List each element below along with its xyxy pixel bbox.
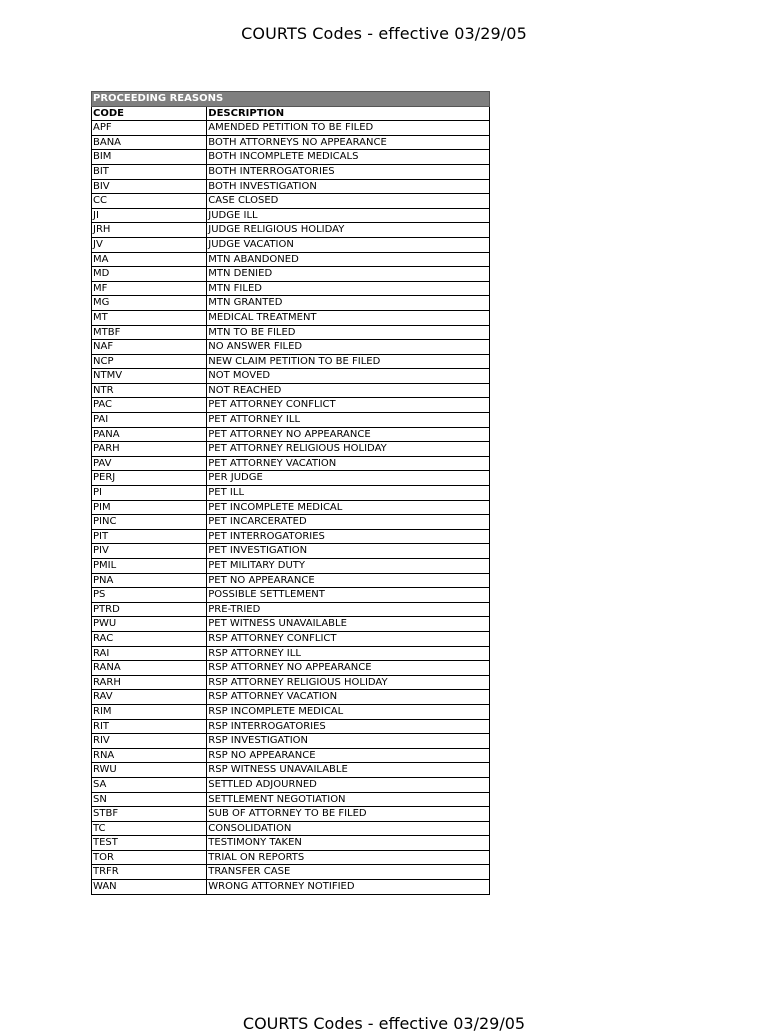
- code-column-header: CODE: [92, 106, 207, 121]
- table-row: [92, 427, 490, 442]
- code-cell: JRH: [92, 223, 207, 238]
- table-row: [92, 252, 490, 267]
- code-cell: BIV: [92, 179, 207, 194]
- table-row: [92, 281, 490, 296]
- code-cell: PNA: [92, 573, 207, 588]
- table-row: [92, 223, 490, 238]
- description-cell: PET ILL: [207, 486, 490, 501]
- code-cell: MF: [92, 281, 207, 296]
- description-column-header: DESCRIPTION: [207, 106, 490, 121]
- code-cell: SA: [92, 777, 207, 792]
- table-row: [92, 150, 490, 165]
- code-cell: RARH: [92, 675, 207, 690]
- table-row: [92, 296, 490, 311]
- table-row: [92, 602, 490, 617]
- code-cell: NTR: [92, 383, 207, 398]
- description-cell: PET MILITARY DUTY: [207, 559, 490, 574]
- description-cell: PET INCARCERATED: [207, 515, 490, 530]
- description-cell: NOT MOVED: [207, 369, 490, 384]
- description-cell: RSP ATTORNEY CONFLICT: [207, 631, 490, 646]
- table-row: [92, 164, 490, 179]
- description-cell: MTN ABANDONED: [207, 252, 490, 267]
- description-cell: RSP INVESTIGATION: [207, 734, 490, 749]
- code-cell: JV: [92, 237, 207, 252]
- code-cell: STBF: [92, 807, 207, 822]
- description-cell: RSP INCOMPLETE MEDICAL: [207, 704, 490, 719]
- table-row: [92, 340, 490, 355]
- code-cell: PI: [92, 486, 207, 501]
- code-cell: PAV: [92, 456, 207, 471]
- code-cell: JI: [92, 208, 207, 223]
- table-row: [92, 792, 490, 807]
- code-cell: PS: [92, 588, 207, 603]
- description-cell: SUB OF ATTORNEY TO BE FILED: [207, 807, 490, 822]
- table-row: [92, 734, 490, 749]
- code-cell: RIV: [92, 734, 207, 749]
- table-row: [92, 354, 490, 369]
- description-cell: RSP NO APPEARANCE: [207, 748, 490, 763]
- table-row: [92, 179, 490, 194]
- table-row: [92, 719, 490, 734]
- code-cell: PIM: [92, 500, 207, 515]
- code-cell: MTBF: [92, 325, 207, 340]
- code-cell: PAC: [92, 398, 207, 413]
- description-cell: TRANSFER CASE: [207, 865, 490, 880]
- description-cell: SETTLED ADJOURNED: [207, 777, 490, 792]
- description-cell: JUDGE VACATION: [207, 237, 490, 252]
- table-row: [92, 617, 490, 632]
- code-cell: WAN: [92, 880, 207, 895]
- section-header-row: [92, 92, 490, 107]
- description-cell: RSP ATTORNEY RELIGIOUS HOLIDAY: [207, 675, 490, 690]
- code-cell: MD: [92, 267, 207, 282]
- description-cell: JUDGE RELIGIOUS HOLIDAY: [207, 223, 490, 238]
- code-cell: PIV: [92, 544, 207, 559]
- table-row: [92, 661, 490, 676]
- description-cell: NO ANSWER FILED: [207, 340, 490, 355]
- code-cell: PTRD: [92, 602, 207, 617]
- table-row: [92, 544, 490, 559]
- table-row: [92, 121, 490, 136]
- description-cell: POSSIBLE SETTLEMENT: [207, 588, 490, 603]
- description-cell: TRIAL ON REPORTS: [207, 850, 490, 865]
- code-cell: NAF: [92, 340, 207, 355]
- description-cell: PER JUDGE: [207, 471, 490, 486]
- code-cell: TEST: [92, 836, 207, 851]
- description-cell: PET ATTORNEY ILL: [207, 413, 490, 428]
- description-cell: RSP ATTORNEY ILL: [207, 646, 490, 661]
- description-cell: BOTH INCOMPLETE MEDICALS: [207, 150, 490, 165]
- table-row: [92, 631, 490, 646]
- page-title: COURTS Codes - effective 03/29/05: [241, 24, 527, 43]
- description-cell: CONSOLIDATION: [207, 821, 490, 836]
- description-cell: MTN GRANTED: [207, 296, 490, 311]
- table-row: [92, 559, 490, 574]
- code-cell: CC: [92, 194, 207, 209]
- code-cell: NTMV: [92, 369, 207, 384]
- code-cell: PANA: [92, 427, 207, 442]
- code-cell: RANA: [92, 661, 207, 676]
- table-row: [92, 704, 490, 719]
- description-cell: PET INTERROGATORIES: [207, 529, 490, 544]
- description-cell: NEW CLAIM PETITION TO BE FILED: [207, 354, 490, 369]
- table-row: [92, 486, 490, 501]
- table-row: [92, 237, 490, 252]
- description-cell: RSP ATTORNEY NO APPEARANCE: [207, 661, 490, 676]
- code-cell: MG: [92, 296, 207, 311]
- table-row: [92, 413, 490, 428]
- code-cell: PERJ: [92, 471, 207, 486]
- table-row: [92, 850, 490, 865]
- table-row: [92, 515, 490, 530]
- table-row: [92, 588, 490, 603]
- description-cell: TESTIMONY TAKEN: [207, 836, 490, 851]
- code-cell: PINC: [92, 515, 207, 530]
- description-cell: NOT REACHED: [207, 383, 490, 398]
- table-row: [92, 383, 490, 398]
- description-cell: PET ATTORNEY RELIGIOUS HOLIDAY: [207, 442, 490, 457]
- table-row: [92, 529, 490, 544]
- table-row: [92, 500, 490, 515]
- code-cell: PMIL: [92, 559, 207, 574]
- table-row: [92, 646, 490, 661]
- description-cell: PET NO APPEARANCE: [207, 573, 490, 588]
- description-cell: PET ATTORNEY CONFLICT: [207, 398, 490, 413]
- table-row: [92, 573, 490, 588]
- description-cell: WRONG ATTORNEY NOTIFIED: [207, 880, 490, 895]
- description-cell: CASE CLOSED: [207, 194, 490, 209]
- code-cell: MT: [92, 310, 207, 325]
- table-body: [92, 121, 490, 894]
- code-cell: BIT: [92, 164, 207, 179]
- code-cell: PIT: [92, 529, 207, 544]
- table-row: [92, 880, 490, 895]
- table-row: [92, 369, 490, 384]
- proceeding-reasons-table: [91, 91, 490, 895]
- description-cell: RSP WITNESS UNAVAILABLE: [207, 763, 490, 778]
- next-page-title: COURTS Codes - effective 03/29/05: [242, 1014, 526, 1033]
- description-cell: PET INVESTIGATION: [207, 544, 490, 559]
- description-cell: BOTH INTERROGATORIES: [207, 164, 490, 179]
- table-row: [92, 821, 490, 836]
- code-cell: RAV: [92, 690, 207, 705]
- description-cell: RSP INTERROGATORIES: [207, 719, 490, 734]
- table-row: [92, 194, 490, 209]
- table-row: [92, 456, 490, 471]
- table-row: [92, 763, 490, 778]
- description-cell: PRE-TRIED: [207, 602, 490, 617]
- description-cell: BOTH ATTORNEYS NO APPEARANCE: [207, 135, 490, 150]
- code-cell: TOR: [92, 850, 207, 865]
- table-row: [92, 471, 490, 486]
- table-row: [92, 748, 490, 763]
- table-row: [92, 777, 490, 792]
- description-cell: MTN DENIED: [207, 267, 490, 282]
- table-row: [92, 267, 490, 282]
- description-cell: AMENDED PETITION TO BE FILED: [207, 121, 490, 136]
- table-row: [92, 836, 490, 851]
- code-cell: RIM: [92, 704, 207, 719]
- table-row: [92, 865, 490, 880]
- code-cell: PAI: [92, 413, 207, 428]
- section-title: PROCEEDING REASONS: [92, 92, 490, 107]
- table-row: [92, 807, 490, 822]
- table-row: [92, 310, 490, 325]
- description-cell: PET ATTORNEY VACATION: [207, 456, 490, 471]
- table-row: [92, 690, 490, 705]
- description-cell: MTN TO BE FILED: [207, 325, 490, 340]
- code-cell: PARH: [92, 442, 207, 457]
- description-cell: PET WITNESS UNAVAILABLE: [207, 617, 490, 632]
- code-cell: RWU: [92, 763, 207, 778]
- table-row: [92, 325, 490, 340]
- code-cell: RAI: [92, 646, 207, 661]
- code-cell: SN: [92, 792, 207, 807]
- code-cell: BIM: [92, 150, 207, 165]
- description-cell: BOTH INVESTIGATION: [207, 179, 490, 194]
- code-cell: TC: [92, 821, 207, 836]
- description-cell: RSP ATTORNEY VACATION: [207, 690, 490, 705]
- code-cell: RNA: [92, 748, 207, 763]
- code-cell: BANA: [92, 135, 207, 150]
- code-cell: TRFR: [92, 865, 207, 880]
- description-cell: PET ATTORNEY NO APPEARANCE: [207, 427, 490, 442]
- table-row: [92, 675, 490, 690]
- table-row: [92, 398, 490, 413]
- description-cell: SETTLEMENT NEGOTIATION: [207, 792, 490, 807]
- description-cell: MTN FILED: [207, 281, 490, 296]
- description-cell: JUDGE ILL: [207, 208, 490, 223]
- table-row: [92, 442, 490, 457]
- column-header-row: [92, 106, 490, 121]
- code-cell: MA: [92, 252, 207, 267]
- table-row: [92, 135, 490, 150]
- description-cell: PET INCOMPLETE MEDICAL: [207, 500, 490, 515]
- table-row: [92, 208, 490, 223]
- code-cell: RIT: [92, 719, 207, 734]
- code-cell: APF: [92, 121, 207, 136]
- code-cell: RAC: [92, 631, 207, 646]
- code-cell: PWU: [92, 617, 207, 632]
- description-cell: MEDICAL TREATMENT: [207, 310, 490, 325]
- code-cell: NCP: [92, 354, 207, 369]
